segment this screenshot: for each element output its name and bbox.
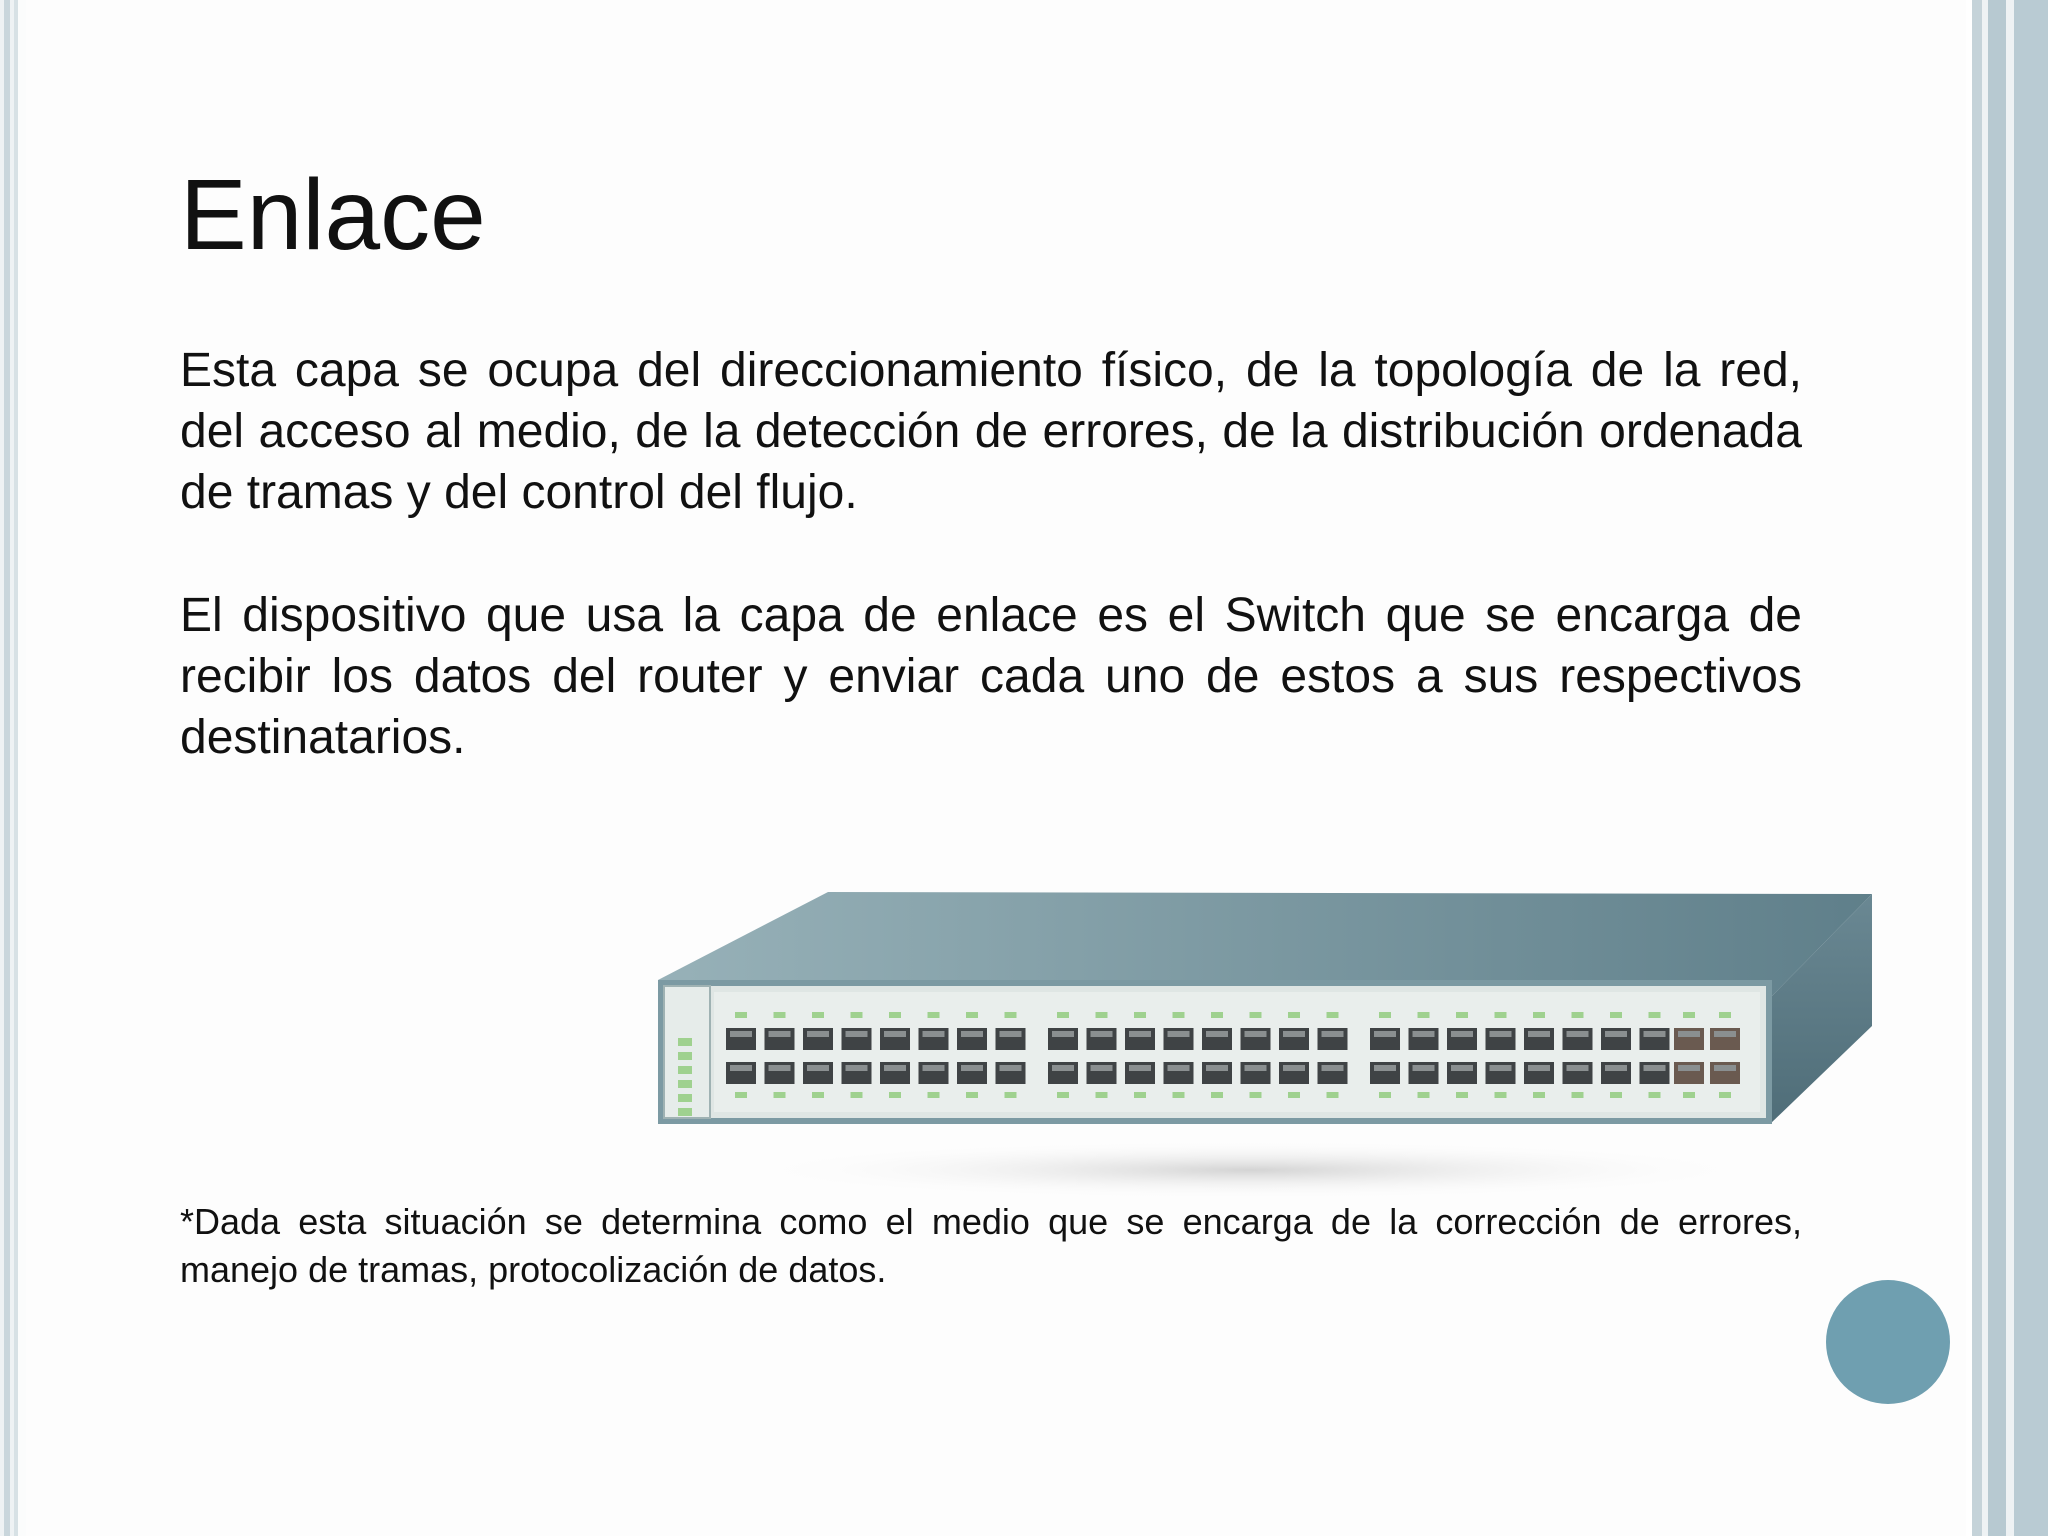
status-led: [678, 1094, 692, 1102]
port-led: [1683, 1012, 1695, 1018]
ethernet-port: [880, 1062, 910, 1084]
ethernet-port: [1087, 1028, 1117, 1050]
ethernet-port: [1125, 1028, 1155, 1050]
ethernet-port: [957, 1062, 987, 1084]
ethernet-port: [1524, 1028, 1554, 1050]
port-led: [1211, 1012, 1223, 1018]
left-frame-border: [0, 0, 26, 1536]
ethernet-port: [1048, 1028, 1078, 1050]
port-led: [1610, 1012, 1622, 1018]
port-led: [928, 1012, 940, 1018]
ethernet-port: [1409, 1062, 1439, 1084]
uplink-port: [1710, 1028, 1740, 1050]
ethernet-port: [842, 1028, 872, 1050]
ethernet-port: [1202, 1062, 1232, 1084]
port-led: [1005, 1092, 1017, 1098]
port-led: [812, 1012, 824, 1018]
ethernet-port: [1447, 1062, 1477, 1084]
footnote: *Dada esta situación se determina como el medio que se encarga de la corrección de errores, manejo de tramas, protocolización de datos.: [180, 1201, 1802, 1290]
port-led: [1057, 1092, 1069, 1098]
ethernet-port: [765, 1028, 795, 1050]
ethernet-port: [1563, 1062, 1593, 1084]
ethernet-port: [1486, 1062, 1516, 1084]
port-led: [1456, 1012, 1468, 1018]
port-led: [889, 1092, 901, 1098]
port-led: [1418, 1092, 1430, 1098]
port-led: [1610, 1092, 1622, 1098]
status-led: [678, 1080, 692, 1088]
network-switch-illustration: [650, 880, 1880, 1200]
status-led: [678, 1066, 692, 1074]
status-led: [678, 1108, 692, 1116]
ethernet-port: [1447, 1028, 1477, 1050]
port-led: [1250, 1092, 1262, 1098]
port-led: [1005, 1012, 1017, 1018]
port-led: [1719, 1012, 1731, 1018]
ethernet-port: [1241, 1062, 1271, 1084]
uplink-port: [1674, 1062, 1704, 1084]
ethernet-port: [1601, 1028, 1631, 1050]
ethernet-port: [1370, 1028, 1400, 1050]
ethernet-port: [1279, 1028, 1309, 1050]
ethernet-port: [1563, 1028, 1593, 1050]
port-led: [1327, 1012, 1339, 1018]
port-led: [1096, 1092, 1108, 1098]
ethernet-port: [803, 1028, 833, 1050]
port-led: [1572, 1012, 1584, 1018]
ethernet-port: [842, 1062, 872, 1084]
port-led: [1495, 1012, 1507, 1018]
port-led: [928, 1092, 940, 1098]
ethernet-port: [803, 1062, 833, 1084]
port-led: [1288, 1012, 1300, 1018]
ethernet-port: [1486, 1028, 1516, 1050]
port-led: [1379, 1012, 1391, 1018]
port-led: [812, 1092, 824, 1098]
ethernet-port: [1087, 1062, 1117, 1084]
port-led: [1211, 1092, 1223, 1098]
port-led: [1418, 1012, 1430, 1018]
port-led: [1649, 1092, 1661, 1098]
ethernet-port: [1164, 1062, 1194, 1084]
ethernet-port: [1409, 1028, 1439, 1050]
ethernet-port: [1164, 1028, 1194, 1050]
port-led: [1173, 1092, 1185, 1098]
right-frame-border: [1966, 0, 2048, 1536]
ethernet-port: [880, 1028, 910, 1050]
port-led: [774, 1092, 786, 1098]
ethernet-port: [1318, 1062, 1348, 1084]
ethernet-port: [919, 1062, 949, 1084]
port-led: [1057, 1012, 1069, 1018]
ethernet-port: [1202, 1028, 1232, 1050]
ethernet-port: [1318, 1028, 1348, 1050]
ethernet-port: [1601, 1062, 1631, 1084]
port-led: [1288, 1092, 1300, 1098]
ethernet-port: [996, 1062, 1026, 1084]
ethernet-port: [765, 1062, 795, 1084]
ethernet-port: [1640, 1028, 1670, 1050]
ethernet-port: [726, 1028, 756, 1050]
paragraph-switch-description: El dispositivo que usa la capa de enlace es el Switch que se encarga de recibir los datos del router y enviar cada uno de estos a sus respectivos destinatarios.: [180, 589, 1802, 764]
port-led: [1250, 1012, 1262, 1018]
port-led: [1096, 1012, 1108, 1018]
port-led: [774, 1012, 786, 1018]
port-led: [1572, 1092, 1584, 1098]
port-led: [735, 1092, 747, 1098]
network-switch-icon: [650, 880, 1880, 1200]
uplink-port: [1674, 1028, 1704, 1050]
port-led: [889, 1012, 901, 1018]
paragraph-layer-description: Esta capa se ocupa del direccionamiento físico, de la topología de la red, del acceso al medio, de la detección de errores, de la distribución ordenada de tramas y del control del flujo.: [180, 344, 1802, 519]
port-led: [1173, 1012, 1185, 1018]
port-led: [851, 1092, 863, 1098]
port-led: [1719, 1092, 1731, 1098]
port-led: [1533, 1012, 1545, 1018]
ethernet-port: [957, 1028, 987, 1050]
port-led: [1134, 1092, 1146, 1098]
port-led: [1456, 1092, 1468, 1098]
status-led: [678, 1038, 692, 1046]
uplink-port: [1710, 1062, 1740, 1084]
port-led: [1134, 1012, 1146, 1018]
ethernet-port: [1640, 1062, 1670, 1084]
port-led: [966, 1012, 978, 1018]
port-led: [1683, 1092, 1695, 1098]
ethernet-port: [726, 1062, 756, 1084]
ethernet-port: [1048, 1062, 1078, 1084]
ethernet-port: [919, 1028, 949, 1050]
ethernet-port: [1370, 1062, 1400, 1084]
ethernet-port: [1125, 1062, 1155, 1084]
port-led: [735, 1012, 747, 1018]
port-led: [851, 1012, 863, 1018]
port-led: [1327, 1092, 1339, 1098]
port-led: [1495, 1092, 1507, 1098]
port-led: [966, 1092, 978, 1098]
ethernet-port: [1279, 1062, 1309, 1084]
port-led: [1533, 1092, 1545, 1098]
ethernet-port: [996, 1028, 1026, 1050]
ethernet-port: [1241, 1028, 1271, 1050]
status-led: [678, 1052, 692, 1060]
port-led: [1649, 1012, 1661, 1018]
ethernet-port: [1524, 1062, 1554, 1084]
accent-circle: [1826, 1280, 1950, 1404]
port-led: [1379, 1092, 1391, 1098]
slide-title: Enlace: [180, 159, 486, 271]
